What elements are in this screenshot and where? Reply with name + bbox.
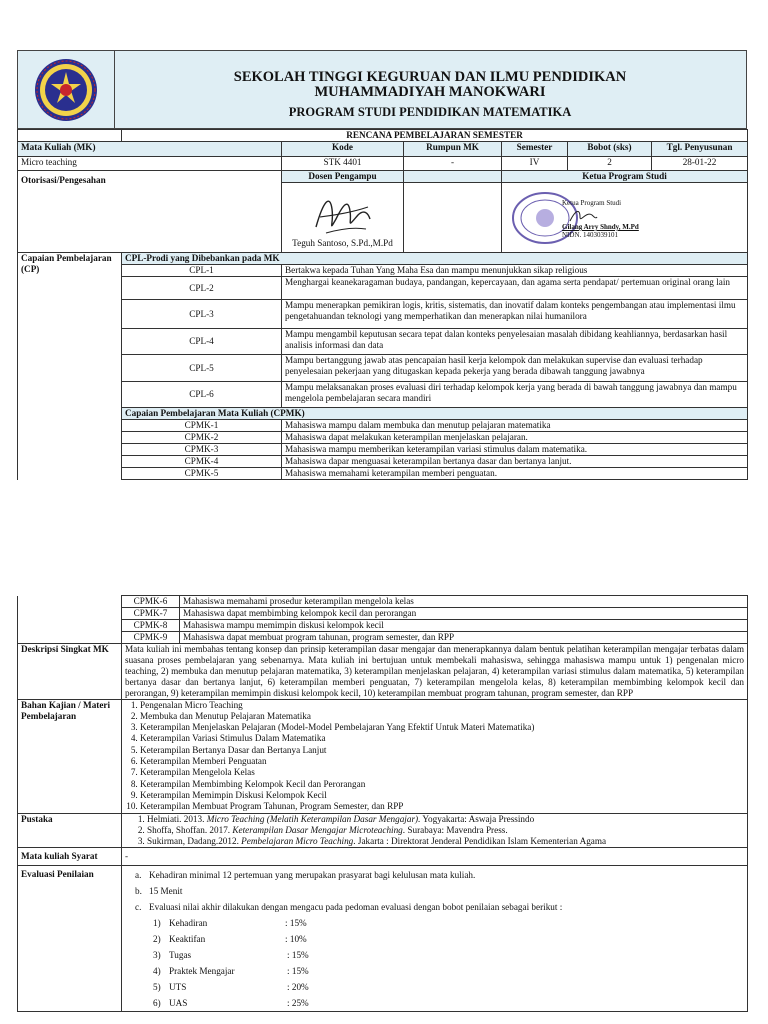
cpmk-text: Mahasiswa dapat membuat program tahunan, program semester, dan RPP [180, 632, 748, 644]
deskripsi-text: Mata kuliah ini membahas tentang konsep dan prinsip keterampilan dasar mengajar dan menerapkannya dalam bentuk pelatihan keterampilan mengajar terbatas dalam suasana proses pembelajaran yang sebenarnya. Mata kuliah ini bertujuan untuk membekali mahasiswa, sehingga mahasiswa mampu untuk 1) pengenalan micro teaching, 2) membuka dan menutup pelajaran matematika, 3) keterampilan menjelaskan pelajaran, 4) keterampilan variasi stimulus dalam matematika, 5) keterampilan bertanya dasar dan bertanya lanjut, 6) keterampilan memberi penguatan, 7) keterampilan mengelola kelas, 8) keterampilan membimbing kelompok kecil dan perorangan, 9) keterampilan memimpin diskusi kelompok kecil, 10) keterampilan membuat program tahunan, program semester, dan RPP [122, 644, 748, 700]
cpl-row [18, 277, 748, 300]
cpmk-row [18, 444, 748, 456]
course-rumpun: - [404, 157, 502, 171]
bahan-item: 2. Membuka dan Menutup Pelajaran Matematika [140, 711, 744, 722]
evaluasi-label: Evaluasi Penilaian [18, 865, 122, 1011]
cpmk-row [18, 620, 748, 632]
dosen-name: Teguh Santoso, S.Pd.,M.Pd [292, 238, 393, 248]
course-kode: STK 4401 [282, 157, 404, 171]
cpmk-text: Mahasiswa mampu memimpin diskusi kelompok kecil [180, 620, 748, 632]
cpmk-text: Mahasiswa dapat melakukan keterampilan menjelaskan pelajaran. [282, 432, 748, 444]
logo-cell [18, 51, 115, 128]
bahan-list-cell [122, 699, 748, 813]
cpmk-code: CPMK-6 [122, 596, 180, 608]
cpl-code: CPL-5 [122, 355, 282, 382]
cpmk-row [18, 596, 748, 608]
program-name: PROGRAM STUDI PENDIDIKAN MATEMATIKA [288, 105, 572, 119]
cpmk-code: CPMK-4 [122, 456, 282, 468]
cpmk-text: Mahasiswa dapar menguasai keterampilan bertanya dasar dan bertanya lanjut. [282, 456, 748, 468]
syarat-label: Mata kuliah Syarat [18, 847, 122, 865]
kaprodi-label: Ketua Program Studi [502, 171, 748, 183]
evaluasi-b: 15 Menit [149, 885, 183, 896]
cpmk-text: Mahasiswa mampu memberikan keterampilan variasi stimulus dalam matematika. [282, 444, 748, 456]
bahan-item: 1. Pengenalan Micro Teaching [140, 700, 744, 711]
rps-title: RENCANA PEMBELAJARAN SEMESTER [122, 130, 748, 142]
cpmk-code: CPMK-9 [122, 632, 180, 644]
institution-city: MUHAMMADIYAH MANOKWARI [314, 84, 546, 100]
cpmk-heading: Capaian Pembelajaran Mata Kuliah (CPMK) [122, 408, 748, 420]
course-bobot: 2 [568, 157, 652, 171]
pustaka-item: 1. Helmiati. 2013. Micro Teaching (Melatih Keterampilan Dasar Mengajar). Yogyakarta: Aswaja Pressindo [147, 814, 744, 825]
course-tgl: 28-01-22 [652, 157, 748, 171]
signature-icon [310, 189, 374, 239]
cpl-row [18, 329, 748, 355]
pustaka-label: Pustaka [18, 813, 122, 847]
weight-name: Keaktifan [169, 933, 206, 944]
rps-table-page1 [17, 129, 748, 480]
stamp-nidn: NIDN. 1403039101 [562, 231, 618, 239]
cpl-code: CPL-1 [122, 265, 282, 277]
deskripsi-label: Deskripsi Singkat MK [18, 644, 122, 700]
weight-name: Kehadiran [169, 917, 208, 928]
institution-logo-icon [30, 57, 102, 123]
evaluasi-a: Kehadiran minimal 12 pertemuan yang merupakan prasyarat bagi kelulusan mata kuliah. [149, 869, 476, 880]
weight-name: UAS [169, 997, 188, 1008]
weight-row: 6) UAS : 25% [125, 995, 744, 1011]
course-semester: IV [502, 157, 568, 171]
cpl-text: Mampu bertanggung jawab atas pencapaian hasil kerja kelompok dan melakukan supervise dan evaluasi terhadap penyelesaian pekerjaan yang ditugaskan kepada pekerja yang berada dibawah tanggung jawabnya [282, 355, 748, 382]
cpmk-row [18, 468, 748, 480]
bahan-item: 9. Keterampilan Memimpin Diskusi Kelompok Kecil [140, 790, 744, 801]
cpmk-text: Mahasiswa dapat membimbing kelompok kecil dan perorangan [180, 608, 748, 620]
cpl-code: CPL-3 [122, 300, 282, 329]
col-bobot: Bobot (sks) [568, 142, 652, 157]
cpmk-text: Mahasiswa memahami prosedur keterampilan mengelola kelas [180, 596, 748, 608]
weight-value: : 15% [285, 917, 307, 928]
cpl-row [18, 265, 748, 277]
stamp-title: Ketua Program Studi [562, 199, 622, 207]
weight-name: Praktek Mengajar [169, 965, 235, 976]
cpl-row [18, 382, 748, 408]
cpmk-code: CPMK-7 [122, 608, 180, 620]
bahan-item: 7. Keterampilan Mengelola Kelas [140, 767, 744, 778]
evaluasi-c: Evaluasi nilai akhir dilakukan dengan mengacu pada pedoman evaluasi dengan bobot penilaian sebagai berikut : [149, 901, 563, 912]
cpl-code: CPL-4 [122, 329, 282, 355]
document-header [17, 50, 747, 129]
cpmk-code: CPMK-5 [122, 468, 282, 480]
col-mk: Mata Kuliah (MK) [18, 142, 282, 157]
bahan-item: 10. Keterampilan Membuat Program Tahunan, Program Semester, dan RPP [140, 801, 744, 812]
course-name: Micro teaching [18, 157, 282, 171]
pustaka-item: 3. Sukirman, Dadang.2012. Pembelajaran Micro Teaching. Jakarta : Direktorat Jenderal Pendidikan Islam Kementerian Agama [147, 836, 744, 847]
institution-name: SEKOLAH TINGGI KEGURUAN DAN ILMU PENDIDIKAN [233, 69, 627, 85]
syarat-value: - [122, 847, 748, 865]
pustaka-list-cell [122, 813, 748, 847]
cpmk-code: CPMK-8 [122, 620, 180, 632]
col-kode: Kode [282, 142, 404, 157]
weight-name: UTS [169, 981, 187, 992]
bahan-item: 3. Keterampilan Menjelaskan Pelajaran (Model-Model Pembelajaran Yang Efektif Untuk Materi Matematika) [140, 722, 744, 733]
bahan-label: Bahan Kajian / Materi Pembelajaran [18, 699, 122, 813]
pustaka-item: 2. Shoffa, Shoffan. 2017. Keterampilan Dasar Mengajar Microteaching. Surabaya: Mavendra Press. [147, 825, 744, 836]
stamp-name: Gilang Arry Shndy, M.Pd [562, 223, 639, 231]
dosen-signature-cell [282, 183, 404, 253]
weight-name: Tugas [169, 949, 192, 960]
bahan-item: 8. Keterampilan Membimbing Kelompok Kecil dan Perorangan [140, 779, 744, 790]
cp-label: Capaian Pembelajaran (CP) [18, 253, 122, 480]
cpmk-text: Mahasiswa memahami keterampilan memberi penguatan. [282, 468, 748, 480]
weight-row: 1) Kehadiran : 15% [125, 915, 744, 931]
col-tgl: Tgl. Penyusunan [652, 142, 748, 157]
weight-row: 2) Keaktifan : 10% [125, 931, 744, 947]
cpl-code: CPL-6 [122, 382, 282, 408]
weight-row: 4) Praktek Mengajar : 15% [125, 963, 744, 979]
weight-value: : 15% [287, 965, 309, 976]
kaprodi-stamp-cell [502, 183, 748, 253]
cpmk-row [18, 420, 748, 432]
cpl-heading: CPL-Prodi yang Dibebankan pada MK [122, 253, 748, 265]
cpl-row [18, 355, 748, 382]
cpl-text: Mampu menerapkan pemikiran logis, kritis, sistematis, dan inovatif dalam konteks pengembangan atau implementasi ilmu pengetahuandan teknologi yang memperhatikan dan menerapkan nilai humanilora [282, 300, 748, 329]
cpl-text: Mampu mengambil keputusan secara tepat dalan konteks penyelesaian masalah dibidang keahliannya, berdasarkan hasil analisis informasi dan data [282, 329, 748, 355]
dosen-label: Dosen Pengampu [282, 171, 404, 183]
bahan-item: 5. Keterampilan Bertanya Dasar dan Bertanya Lanjut [140, 745, 744, 756]
bahan-item: 4. Keterampilan Variasi Stimulus Dalam Matematika [140, 733, 744, 744]
cpmk-row [18, 608, 748, 620]
otorisasi-label: Otorisasi/Pengesahan [18, 171, 282, 253]
weight-value: : 25% [287, 997, 309, 1008]
weight-row: 5) UTS : 20% [125, 979, 744, 995]
cpl-text: Bertakwa kepada Tuhan Yang Maha Esa dan mampu menunjukkan sikap religious [282, 265, 748, 277]
evaluasi-cell: a. Kehadiran minimal 12 pertemuan yang merupakan prasyarat bagi kelulusan mata kuliah. b. 15 Menit c. Evaluasi nilai akhir dilakukan dengan mengacu pada pedoman evaluasi dengan bobot penilaian sebagai berikut : 1) Kehadiran : 15% 2) Keaktifan : 10% 3) Tugas : 15% 4) Praktek Mengajar : 15% 5) UTS : 20% 6) UAS : 25% [122, 865, 748, 1011]
weight-row: 3) Tugas : 15% [125, 947, 744, 963]
cpmk-row [18, 456, 748, 468]
col-semester: Semester [502, 142, 568, 157]
cpl-code: CPL-2 [122, 277, 282, 300]
col-rumpun: Rumpun MK [404, 142, 502, 157]
rps-table-page2 [17, 595, 748, 1012]
cpmk-row [18, 432, 748, 444]
cpmk-text: Mahasiswa mampu dalam membuka dan menutup pelajaran matematika [282, 420, 748, 432]
cpmk-code: CPMK-3 [122, 444, 282, 456]
bahan-item: 6. Keterampilan Memberi Penguatan [140, 756, 744, 767]
weight-value: : 20% [287, 981, 309, 992]
cpl-row [18, 300, 748, 329]
weight-value: : 10% [285, 933, 307, 944]
cpl-text: Mampu melaksanakan proses evaluasi diri terhadap kelompok kerja yang berada di bawah tanggung jawabnya dan mampu mengelola pembelajaran secara mandiri [282, 382, 748, 408]
cpmk-code: CPMK-1 [122, 420, 282, 432]
weight-value: : 15% [287, 949, 309, 960]
cpl-text: Menghargai keanekaragaman budaya, pandangan, kepercayaan, dan agama serta pendapat/ pertemuan original orang lain [282, 277, 748, 300]
cpmk-code: CPMK-2 [122, 432, 282, 444]
cpmk-row [18, 632, 748, 644]
